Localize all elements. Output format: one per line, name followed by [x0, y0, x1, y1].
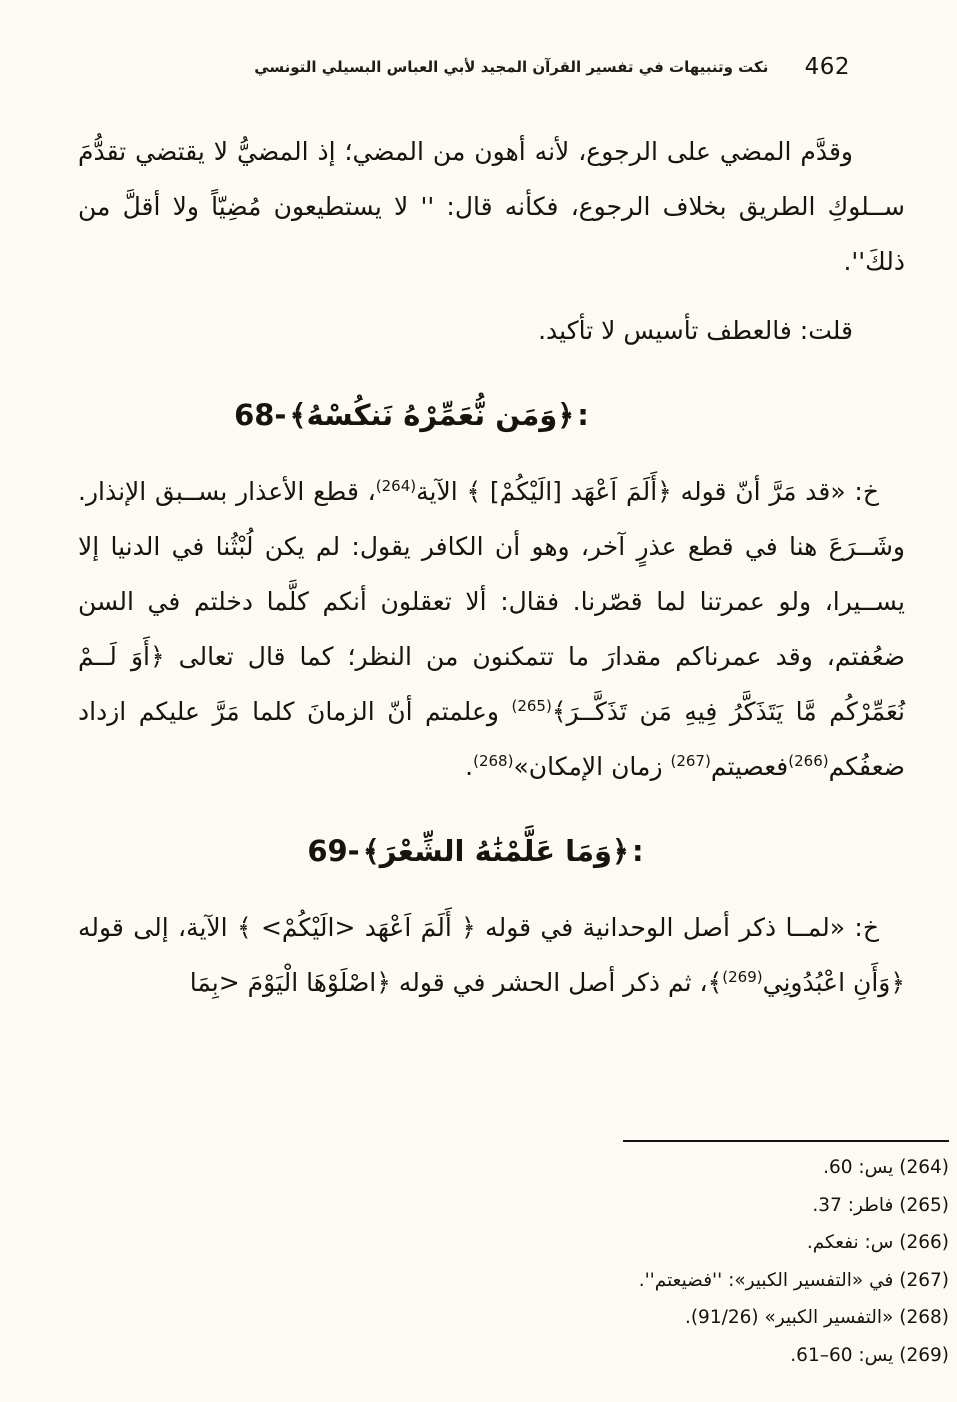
paragraph-3-text-4: فعصيتم	[710, 752, 789, 781]
section-69-number: 69-	[307, 834, 360, 868]
main-text-block	[78, 124, 905, 1010]
section-69-colon: :	[632, 834, 644, 868]
paragraph-3	[78, 464, 905, 794]
section-68-heading	[0, 384, 825, 446]
paragraph-2: قلت: فالعطف تأسيس لا تأكيد.	[538, 316, 853, 345]
paragraph-4-text-2: ﴾، ثم ذكر أصل الحشر في قوله ﴿اصْلَوْهَا الْيَوْمَ <بِمَا	[189, 968, 723, 997]
footnotes-section	[78, 1140, 949, 1374]
footnote-divider	[623, 1140, 949, 1142]
section-68-number: 68-	[234, 398, 287, 432]
footnote-269: (269) يس: 60–61.	[790, 1344, 949, 1366]
footnote-267: (267) في «التفسير الكبير»: ''فضيعتم''.	[638, 1269, 949, 1291]
paragraph-3-text-5: زمان الإمكان»	[513, 752, 671, 781]
footnote-266: (266) س: نفعكم.	[806, 1232, 949, 1253]
paragraph-1: وقدَّم المضي على الرجوع، لأنه أهون من المضي؛ إذ المضيُّ لا يقتضي تقدُّمَ ســلوكِ الطريق بخلاف الرجوع، فكأنه قال: '' لا يستطيعون مُضِيّاً ولا أقلَّ من ذلكَ''.	[78, 137, 905, 276]
footnote-ref-265: (265)	[511, 697, 552, 715]
paragraph-3-text-1: خ: «قد مَرَّ أنّ قوله ﴿أَلَمَ اَعْهَد [الَيْكُمْ] ﴾ الآية	[416, 477, 879, 506]
paragraph-3-text-6: .	[465, 752, 474, 781]
footnote-ref-266: (266)	[788, 752, 829, 770]
paragraph-3-text-3: وعلمتم أنّ الزمانَ كلما مَرَّ عليكم ازداد ضعفُكم	[78, 697, 905, 781]
section-68-colon: :	[577, 398, 589, 432]
paragraph-4	[78, 900, 905, 1010]
footnote-ref-269: (269)	[722, 968, 763, 986]
page-number: 462	[804, 54, 850, 80]
paragraph-3-text-2: ، قطع الأعذار بســبق الإنذار. وشَــرَعَ هنا في قطع عذرٍ آخر، وهو أن الكافر يقول: لم يكن لُبْثُنا في الدنيا إلا يســيرا، ولو عمرتنا لما قصّرنا. فقال: ألا تعقلون أنكم كلَّما دخلتم في السن ضعُفتم، وقد عمرناكم مقدارَ ما تتمكنون من النظر؛ كما قال تعالى ﴿أَوَ لَــمْ نُعَمِّرْكُم مَّا يَتَذَكَّرُ فِيهِ مَن تَذَكَّــرَ﴾	[78, 477, 906, 726]
section-69-heading	[62, 820, 889, 882]
footnote-ref-264: (264)	[375, 477, 417, 495]
section-68-verse: ﴿وَمَن نُّعَمِّرْهُ نَنكُسْهُ﴾	[289, 398, 575, 432]
footnote-265: (265) فاطر: 37.	[812, 1194, 949, 1216]
book-title-header: نكت وتنبيهات في تفسير القرآن المجيد لأبي العباس البسيلي التونسي	[254, 58, 769, 76]
section-69-verse: ﴿وَمَا عَلَّمْنَٰهُ الشِّعْرَ﴾	[362, 834, 630, 868]
paragraph-4-text-1: خ: «لمــا ذكر أصل الوحدانية في قوله ﴿ أَلَمَ اَعْهَد <الَيْكُمْ> ﴾ الآية، إلى قوله ﴿وَأَنِ اعْبُدُونِي	[78, 913, 905, 997]
footnote-ref-267: (267)	[670, 752, 711, 770]
footnote-264: (264) يس: 60.	[823, 1157, 949, 1178]
footnote-268: (268) «التفسير الكبير» (91/26).	[684, 1307, 949, 1328]
footnote-ref-268: (268)	[473, 752, 514, 770]
running-head	[78, 54, 905, 80]
